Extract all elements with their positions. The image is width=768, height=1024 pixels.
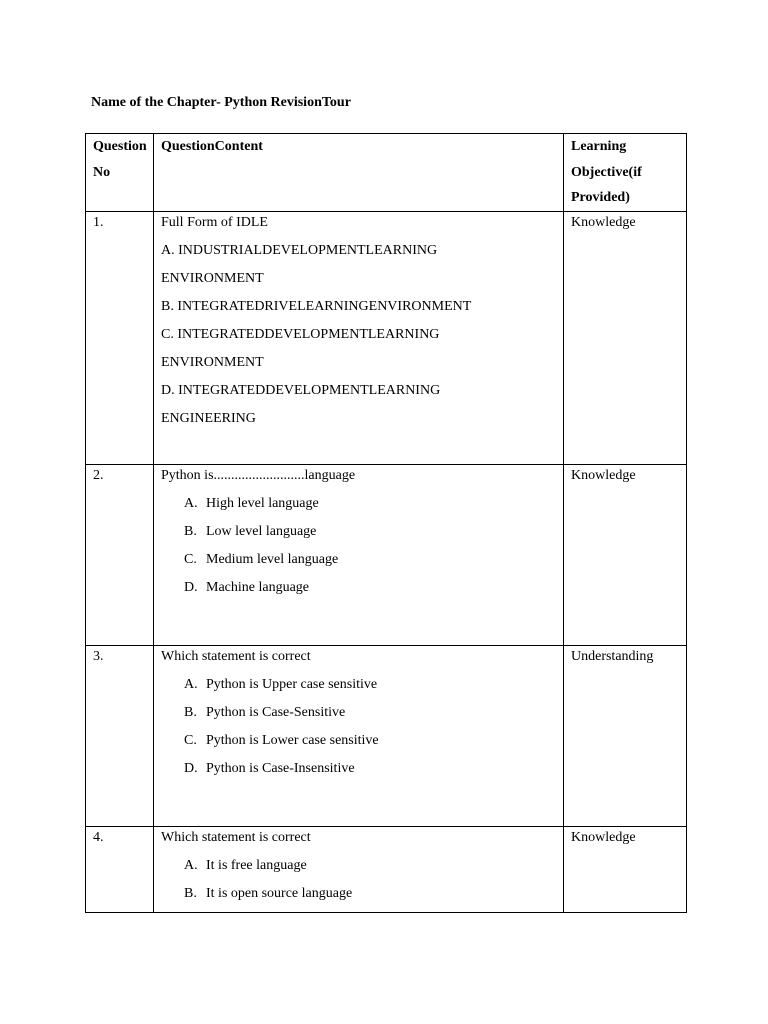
table-header-row: [86, 134, 687, 212]
option-item: [161, 759, 563, 779]
option-item: [161, 856, 563, 876]
question-content-cell: [154, 464, 564, 645]
learning-objective-cell: [564, 211, 687, 464]
option-letter: B.: [184, 523, 197, 539]
option-line: C. INTEGRATEDDEVELOPMENTLEARNING: [161, 326, 440, 342]
question-content-cell: [154, 645, 564, 826]
option-item: [161, 522, 563, 542]
question-content-cell: [154, 211, 564, 464]
table-row: [86, 464, 687, 645]
option-text: It is free language: [206, 857, 307, 873]
option-text: Machine language: [206, 579, 310, 595]
question-content-cell: [154, 826, 564, 912]
option-letter: C.: [184, 551, 197, 567]
option-item: [161, 731, 563, 751]
option-line: B. INTEGRATEDRIVELEARNINGENVIRONMENT: [161, 298, 472, 314]
header-question-content: [154, 134, 564, 212]
question-number: 4.: [93, 829, 104, 845]
option-item: [161, 494, 563, 514]
option-item: [161, 703, 563, 723]
option-text: Python is Upper case sensitive: [206, 676, 378, 692]
option-text: Low level language: [206, 523, 317, 539]
option-text: Python is Lower case sensitive: [206, 732, 379, 748]
option-text: Python is Case-Insensitive: [206, 760, 355, 776]
question-text: Python is..........................language: [161, 467, 356, 483]
option-item: [161, 550, 563, 570]
option-text: Python is Case-Sensitive: [206, 704, 346, 720]
option-item: [161, 675, 563, 695]
option-letter: B.: [184, 885, 197, 901]
learning-objective-cell: [564, 826, 687, 912]
header-learning-objective-line: Objective(if: [571, 164, 642, 180]
option-letter: D.: [184, 760, 198, 776]
option-text: High level language: [206, 495, 319, 511]
question-number: 2.: [93, 467, 104, 483]
header-learning-objective: [564, 134, 687, 212]
option-text: It is open source language: [206, 885, 353, 901]
table-row: [86, 211, 687, 464]
question-number: 1.: [93, 214, 104, 230]
header-question-no-line: Question: [93, 139, 147, 154]
header-question-no-line: No: [93, 164, 111, 180]
question-no-cell: [86, 645, 154, 826]
learning-objective: Knowledge: [571, 829, 636, 845]
learning-objective-cell: [564, 645, 687, 826]
table-row: [86, 826, 687, 912]
option-text: Medium level language: [206, 551, 339, 567]
learning-objective-cell: [564, 464, 687, 645]
chapter-title: Name of the Chapter- Python RevisionTour: [91, 95, 351, 110]
question-text: Which statement is correct: [161, 829, 311, 845]
learning-objective: Understanding: [571, 648, 654, 664]
question-number: 3.: [93, 648, 104, 664]
option-letter: A.: [184, 495, 198, 511]
header-question-no: [86, 134, 154, 212]
question-no-cell: [86, 464, 154, 645]
option-item: [161, 578, 563, 598]
option-letter: A.: [184, 676, 198, 692]
option-line: ENVIRONMENT: [161, 270, 264, 286]
table-row: [86, 645, 687, 826]
header-question-content-text: QuestionContent: [161, 139, 263, 154]
question-no-cell: [86, 211, 154, 464]
question-no-cell: [86, 826, 154, 912]
header-learning-objective-line: Provided): [571, 190, 630, 205]
option-line: ENGINEERING: [161, 410, 256, 426]
option-letter: C.: [184, 732, 197, 748]
question-text: Which statement is correct: [161, 648, 311, 664]
question-table: [85, 133, 687, 913]
learning-objective: Knowledge: [571, 214, 636, 230]
option-line: ENVIRONMENT: [161, 354, 264, 370]
option-item: [161, 884, 563, 904]
header-learning-objective-line: Learning: [571, 139, 627, 154]
option-line: D. INTEGRATEDDEVELOPMENTLEARNING: [161, 382, 441, 398]
option-letter: B.: [184, 704, 197, 720]
learning-objective: Knowledge: [571, 467, 636, 483]
question-text: Full Form of IDLE: [161, 214, 268, 230]
option-line: A. INDUSTRIALDEVELOPMENTLEARNING: [161, 242, 438, 258]
option-letter: A.: [184, 857, 198, 873]
option-letter: D.: [184, 579, 198, 595]
